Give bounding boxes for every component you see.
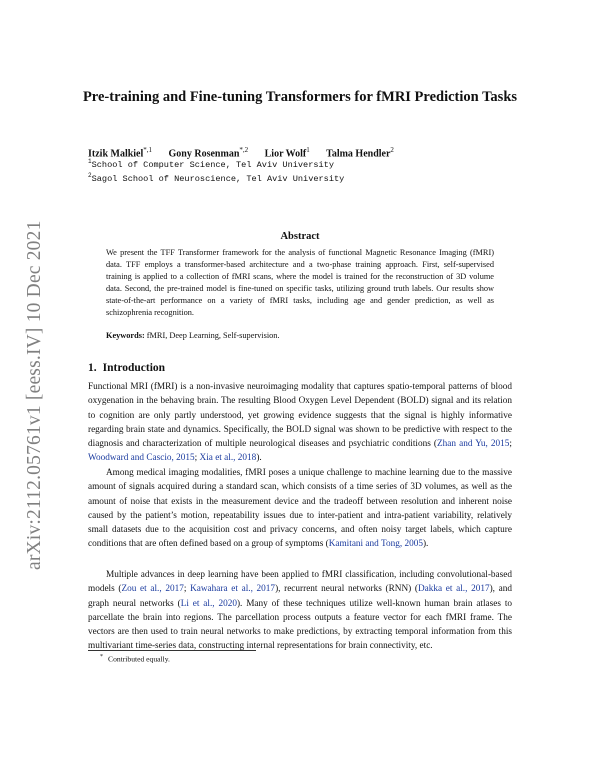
paragraph-text: Among medical imaging modalities, fMRI poses a unique challenge to machine learning due to the massive amount of signals acquired during a standard scan, which consists of a time series of 3D volumes, as well as the amount of noise that exists in the measurement device and the tradeoff between resolution and inherent noise caused by the patient’s motion, repeatability issues due to inter-patient and intra-patient variability, relatively small datasets due to the acquisition cost and privacy concerns, and often noisy target labels, which capture conditions that are often defined based on a group of symptoms (: [88, 468, 512, 550]
citation-link[interactable]: Li et al., 2020: [180, 598, 237, 609]
author-name: Gony Rosenman: [168, 148, 240, 160]
paragraph-text: ). Many of these techniques utilize well-known human brain atlases to parcellate the brain into regions. The parcellation process outputs a feature vector for each fMRI frame. The vectors are then used to train neural networks to make predictions, by extracting temporal information from this multivariant time-series data, constructing internal representations for brain connectivity, etc.: [88, 598, 513, 652]
paper-title: Pre-training and Fine-tuning Transformers for fMRI Prediction Tasks: [82, 89, 518, 105]
author-name: Itzik Malkiel: [88, 148, 144, 160]
keywords-line: [106, 331, 494, 340]
footnote: [100, 654, 170, 664]
affiliation-text: Sagol School of Neuroscience, Tel Aviv University: [91, 173, 345, 184]
author-affiliation-mark: 1: [306, 146, 310, 154]
author-name: Lior Wolf: [264, 148, 307, 160]
paragraph: Multiple advances in deep learning have been applied to fMRI classification, including convolutional-based models (Zou et al., 2017; Kawahara et al., 2017), recurrent neural networks (RNN) (Dakka et al., 2017), and graph neural networks (Li et al., 2020). Many of these techniques utilize well-known human brain atlases to parcellate the brain into regions. The parcellation process outputs a feature vector for each fMRI frame. The vectors are then used to train neural networks to make predictions, by extracting temporal information from this multivariant time-series data, constructing internal representations for brain connectivity, etc.: [88, 570, 513, 652]
paragraph-text: Functional MRI (fMRI) is a non-invasive neuroimaging modality that captures spatio-temporal patterns of blood oxygenation in the behaving brain. The resulting Blood Oxygen Level Dependent (BOLD) signal and its relation to cognition are only partly understood, yet growing evidence suggests that the signal is highly informative regarding brain state and dynamics. Specifically, the BOLD signal was shown to be predictive with respect to the diagnosis and characterization of multiple neurological diseases and psychiatric conditions (: [88, 382, 512, 449]
paragraph-text: ), recurrent neural networks (RNN) (: [275, 584, 418, 595]
keywords-label: Keywords:: [106, 331, 145, 340]
citation-link[interactable]: Kawahara et al., 2017: [190, 584, 276, 595]
affiliation-line: [88, 158, 334, 170]
section-title: Introduction: [102, 362, 166, 374]
affiliation-text: School of Computer Science, Tel Aviv University: [91, 159, 334, 170]
citation-link[interactable]: Dakka et al., 2017: [417, 584, 490, 595]
citation-link[interactable]: Woodward and Cascio, 2015: [88, 453, 195, 464]
footnote-marker: *: [100, 654, 103, 660]
author-affiliation-mark: 2: [390, 146, 394, 154]
paragraph-text: Multiple advances in deep learning have been applied to fMRI classification, including convolutional-based models (: [88, 570, 512, 595]
paragraph: Functional MRI (fMRI) is a non-invasive neuroimaging modality that captures spatio-temporal patterns of blood oxygenation in the behaving brain. The resulting Blood Oxygen Level Dependent (BOLD) signal and its relation to cognition are only partly understood, yet growing evidence suggests that the signal is highly informative regarding brain state and dynamics. Specifically, the BOLD signal was shown to be predictive with respect to the diagnosis and characterization of multiple neurological diseases and psychiatric conditions (Zhan and Yu, 2015; Woodward and Cascio, 2015; Xia et al., 2018).: [88, 382, 512, 464]
author-name: Talma Hendler: [326, 148, 391, 160]
footnote-text: Contributed equally.: [108, 654, 170, 664]
section-heading: [88, 362, 165, 374]
section-number: 1.: [88, 362, 97, 374]
keywords-list: fMRI, Deep Learning, Self-supervision.: [146, 331, 280, 340]
paragraph-text: ), and graph neural networks (: [88, 584, 512, 609]
citation-link[interactable]: Zhan and Yu, 2015: [437, 439, 510, 449]
citation-link[interactable]: Kamitani and Tong, 2005: [328, 539, 423, 550]
citation-link[interactable]: Zou et al., 2017: [121, 584, 184, 595]
abstract-heading: Abstract: [280, 231, 320, 242]
citation-link[interactable]: Xia et al., 2018: [199, 453, 257, 464]
paragraph: Among medical imaging modalities, fMRI poses a unique challenge to machine learning due to the massive amount of signals acquired during a standard scan, which consists of a time series of 3D volumes, as well as the amount of noise that exists in the measurement device and the tradeoff between resolution and inherent noise caused by the patient’s motion, repeatability issues due to inter-patient and intra-patient variability, relatively small datasets due to the acquisition cost and privacy concerns, and often noisy target labels, which capture conditions that are often defined based on a group of symptoms (Kamitani and Tong, 2005).: [88, 468, 512, 550]
abstract-body: We present the TFF Transformer framework for the analysis of functional Magnetic Resonance Imaging (fMRI) data. TFF employs a transformer-based architecture and a two-phase training approach. First, self-supervised training is applied to a collection of fMRI scans, where the model is trained for the reconstruction of 3D volume data. Second, the pre-trained model is fine-tuned on specific tasks, utilizing ground truth labels. Our results show state-of-the-art performance on a variety of fMRI tasks, including age and gender prediction, as well as schizophrenia recognition.: [106, 248, 494, 318]
affiliation-mark: 2: [88, 172, 92, 179]
author-affiliation-mark: *,2: [239, 146, 249, 154]
footnote-divider: [88, 650, 256, 651]
author-affiliation-mark: *,1: [143, 146, 153, 154]
arxiv-identifier-stamp: arXiv:2112.05761v1 [eess.IV] 10 Dec 2021: [24, 220, 45, 570]
affiliation-mark: 1: [88, 158, 92, 165]
affiliation-line: [88, 172, 344, 184]
